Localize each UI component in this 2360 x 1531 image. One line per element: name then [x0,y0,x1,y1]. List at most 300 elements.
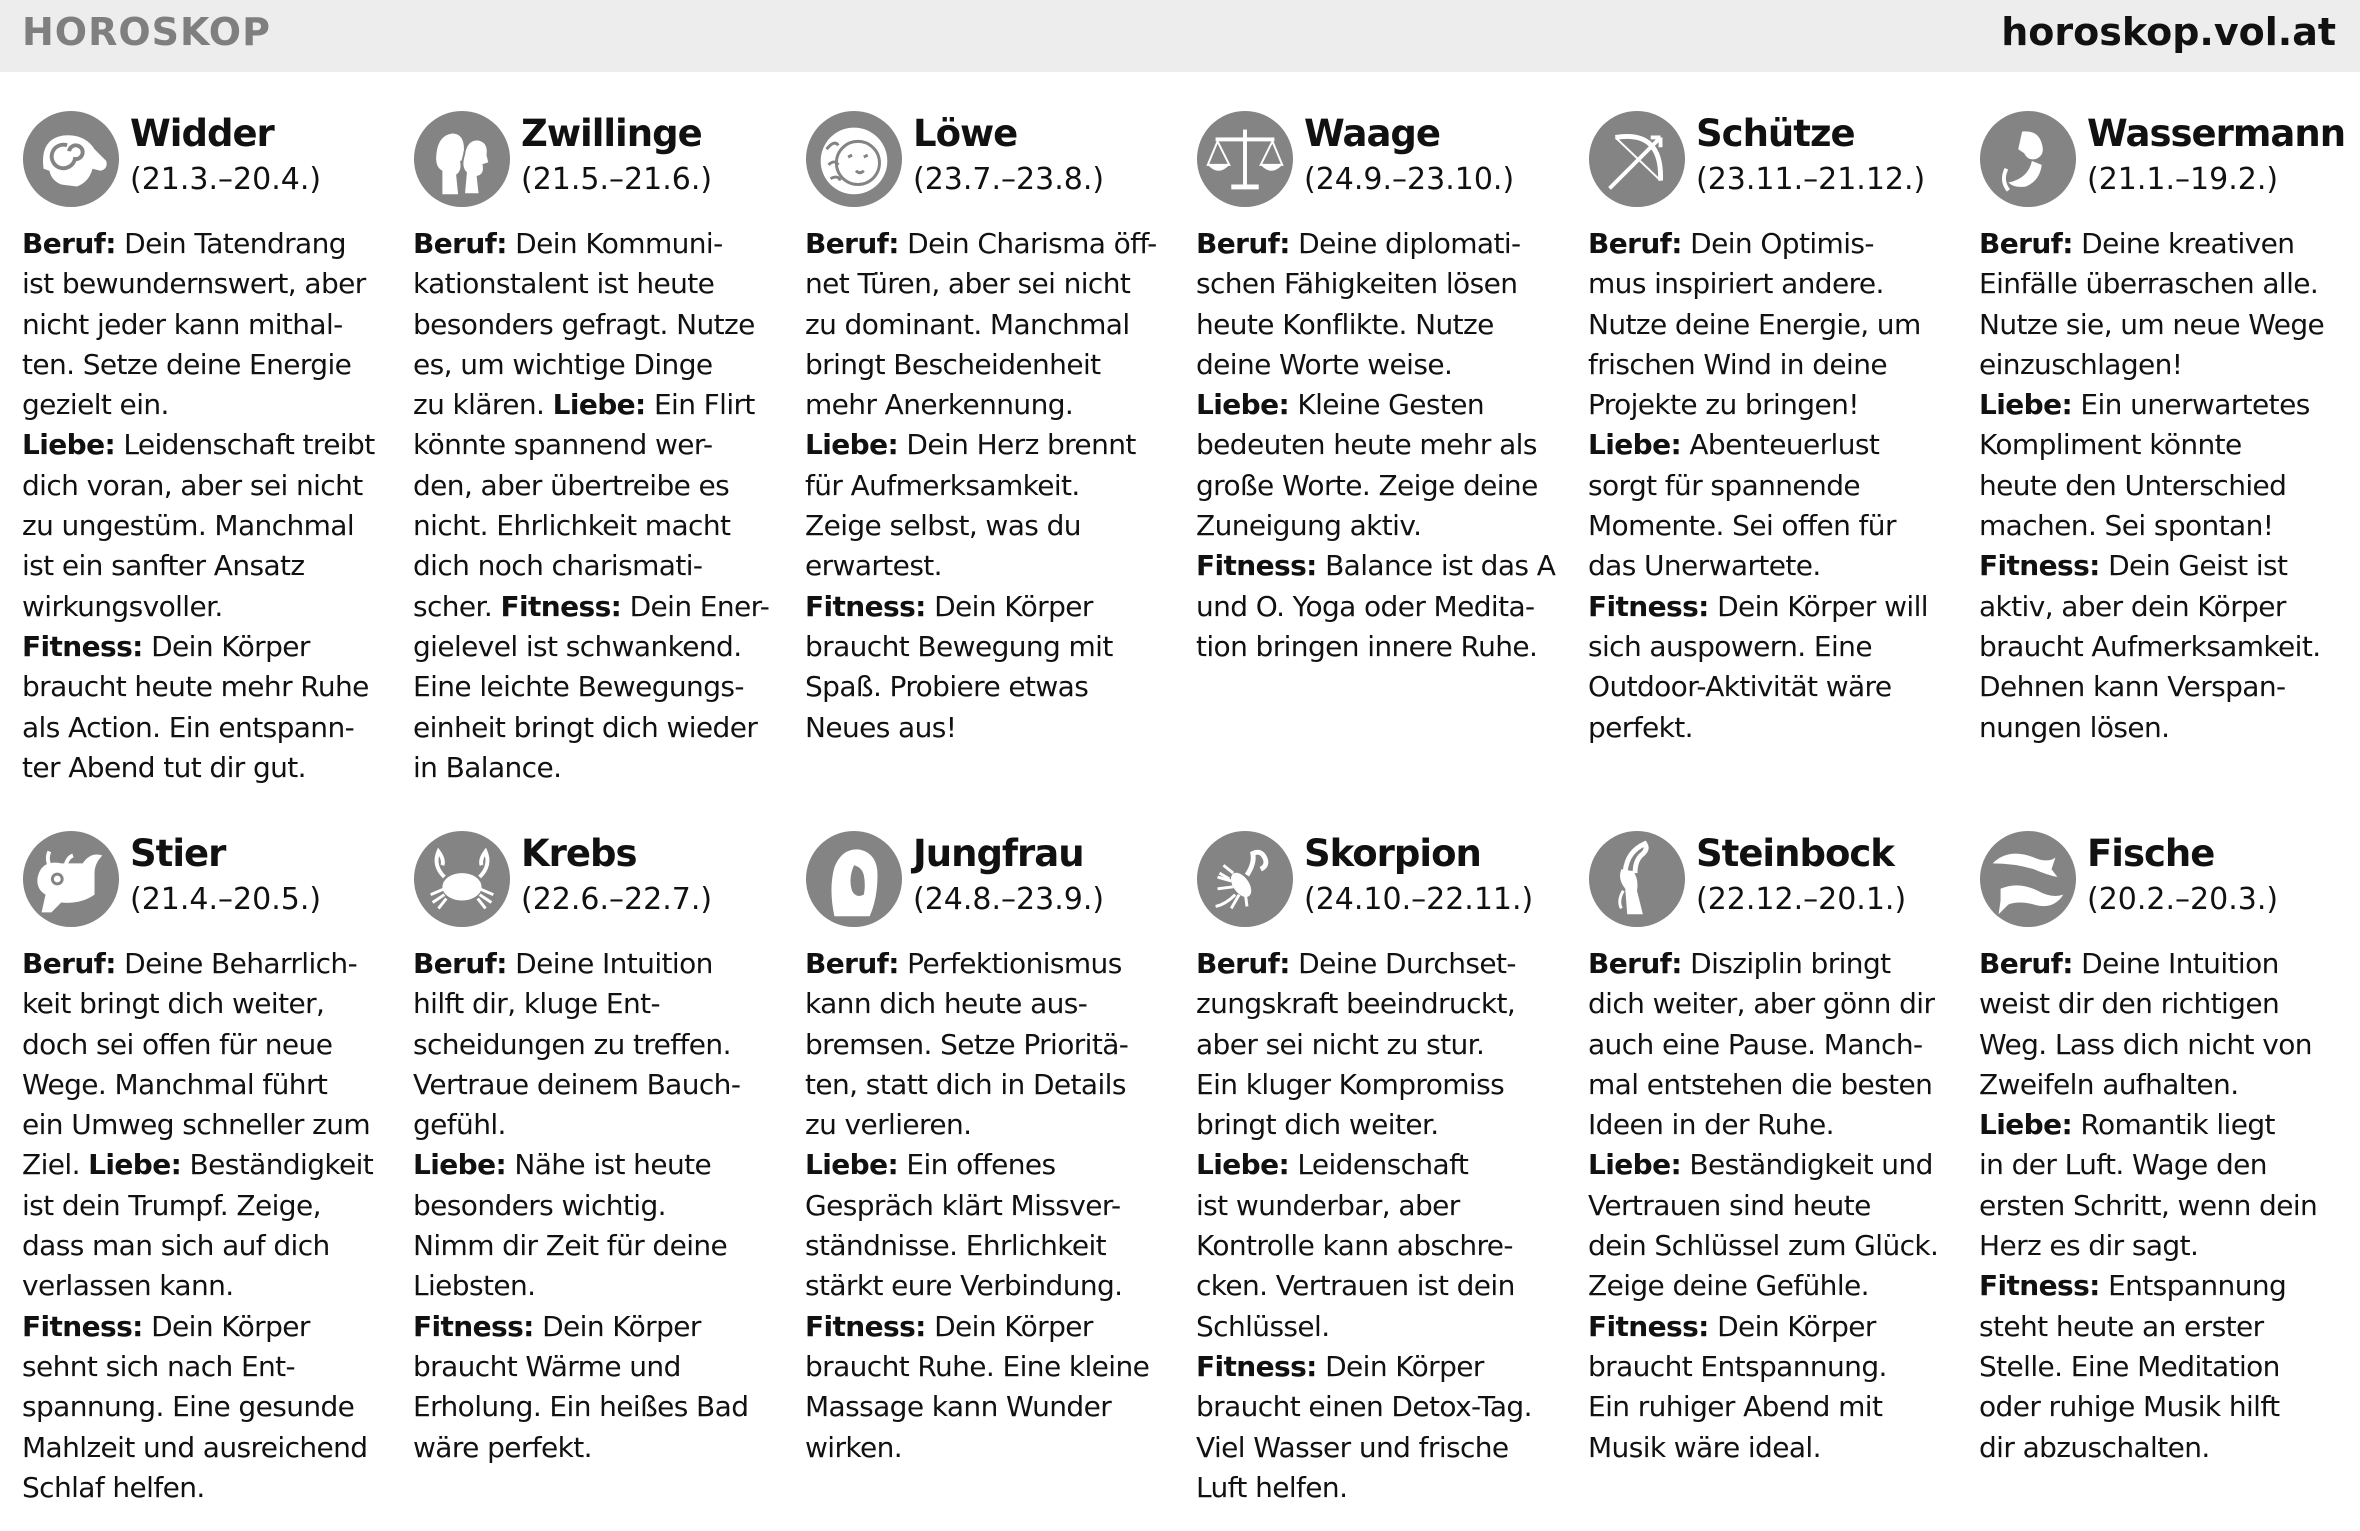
text-line [805,708,1177,748]
sign-waage [1196,110,1568,667]
text-segment: nungen lösen. [1979,710,2170,744]
text-line [1979,1145,2351,1185]
text-segment: Stelle. Eine Meditation [1979,1349,2280,1383]
text-line [1196,1025,1568,1065]
text-line [1588,1307,1960,1347]
text-segment: dich voran, aber sei nicht [22,468,363,502]
text-segment: frischen Wind in deine [1588,347,1887,381]
text-line [1588,466,1960,506]
category-label: Fitness: [413,1309,534,1343]
sign-zwillinge [413,110,785,788]
sign-dates: (23.7.–23.8.) [913,162,1105,197]
text-line [805,1025,1177,1065]
sign-header [22,830,394,930]
text-segment: stärkt eure Verbindung. [805,1269,1123,1303]
text-line [413,1025,785,1065]
text-segment: ten, statt dich in Details [805,1067,1126,1101]
sign-name: Krebs [521,832,637,875]
text-line [413,1347,785,1387]
category-label: Fitness: [22,1309,143,1343]
text-segment: Schlüssel. [1196,1309,1330,1343]
text-segment: braucht einen Detox-Tag. [1196,1390,1532,1424]
sign-text [805,224,1177,748]
sign-widder [22,110,394,788]
text-segment: ten. Setze deine Energie [22,347,352,381]
text-segment: Vertraue deinem Bauch- [413,1067,741,1101]
text-line [22,224,394,264]
text-segment: Dein Körper [142,629,310,663]
category-label: Beruf: [413,227,507,260]
text-segment: Dein Herz brennt [898,428,1136,462]
category-label: Fitness: [22,629,143,663]
text-segment: Entspannung [2099,1269,2287,1303]
category-label: Fitness: [1196,1349,1317,1383]
text-segment: aber sei nicht zu stur. [1196,1027,1485,1061]
text-line [22,1105,394,1145]
text-segment: große Worte. Zeige deine [1196,468,1538,502]
text-line [1196,224,1568,264]
text-segment: Kompliment könnte [1979,428,2242,462]
text-line [1196,1347,1568,1387]
category-label: Liebe: [88,1148,182,1182]
text-segment: steht heute an erster [1979,1309,2264,1343]
text-line [22,305,394,345]
text-line [413,264,785,304]
text-segment: Perfektionismus [898,947,1122,980]
text-line [22,1145,394,1185]
text-segment: weist dir den richtigen [1979,987,2280,1021]
text-segment: Deine Intuition [2072,947,2279,980]
text-segment: Outdoor-Aktivität wäre [1588,670,1892,704]
text-segment: sehnt sich nach Ent- [22,1349,296,1383]
text-segment: mal entstehen die besten [1588,1067,1933,1101]
text-line [1588,305,1960,345]
text-segment: wirkungsvoller. [22,589,223,623]
text-line [1588,627,1960,667]
text-line [1196,546,1568,586]
text-line [1588,1105,1960,1145]
text-line [805,305,1177,345]
text-line [413,1186,785,1226]
text-segment: Ein kluger Kompromiss [1196,1067,1505,1101]
text-line [1979,1428,2351,1468]
text-segment: Gespräch klärt Missver- [805,1188,1121,1222]
text-segment: Nutze deine Energie, um [1588,307,1921,341]
category-label: Fitness: [1979,549,2100,583]
text-segment: mus inspiriert andere. [1588,267,1884,301]
text-line [22,667,394,707]
text-line [1979,546,2351,586]
text-segment: Disziplin bringt [1681,947,1891,980]
text-line [1196,1428,1568,1468]
twins-icon [413,110,511,208]
text-segment: Nimm dir Zeit für deine [413,1229,728,1263]
sign-name: Widder [130,112,274,155]
text-line [22,708,394,748]
sign-name: Zwillinge [521,112,702,155]
category-label: Liebe: [413,1148,507,1182]
text-line [805,1226,1177,1266]
text-line [22,984,394,1024]
sign-dates: (24.8.–23.9.) [913,882,1105,917]
text-line [1588,224,1960,264]
text-segment: es, um wichtige Dinge [413,347,713,381]
category-label: Beruf: [1588,227,1682,260]
text-line [805,506,1177,546]
site-url: horoskop.vol.at [2001,10,2336,54]
text-segment: Leidenschaft [1289,1148,1469,1182]
text-segment: Ideen in der Ruhe. [1588,1108,1834,1142]
text-line [22,1387,394,1427]
text-line [805,1307,1177,1347]
text-segment: Deine Durchset- [1289,947,1516,980]
category-label: Beruf: [1588,947,1682,980]
text-segment: kationstalent ist heute [413,267,715,301]
text-segment: Dehnen kann Verspan- [1979,670,2286,704]
text-segment: erwartest. [805,549,942,583]
text-line [22,1025,394,1065]
text-segment: verlassen kann. [22,1269,234,1303]
text-line [1588,1226,1960,1266]
sign-dates: (24.10.–22.11.) [1304,882,1534,917]
text-segment: ter Abend tut dir gut. [22,750,306,784]
sign-fische [1979,830,2351,1468]
text-segment: bringt Bescheidenheit [805,347,1101,381]
text-line [22,466,394,506]
text-segment: perfekt. [1588,710,1693,744]
text-segment: Liebsten. [413,1269,536,1303]
text-line [413,984,785,1024]
text-line [805,1105,1177,1145]
text-line [805,1347,1177,1387]
sign-text [1588,224,1960,748]
text-line [413,748,785,788]
text-segment: Zeige selbst, was du [805,509,1081,543]
text-segment: scheidungen zu treffen. [413,1027,731,1061]
text-segment: besonders wichtig. [413,1188,666,1222]
text-line [413,1065,785,1105]
sign-name: Stier [130,832,226,875]
text-line [1588,385,1960,425]
sign-text [1588,944,1960,1468]
lion-icon [805,110,903,208]
text-segment: Leidenschaft treibt [115,428,375,462]
text-line [1196,587,1568,627]
sign-header [805,110,1177,210]
sign-wassermann [1979,110,2351,748]
text-segment: Kleine Gesten [1289,388,1485,422]
text-segment: Deine Intuition [506,947,713,980]
text-line [1588,425,1960,465]
sign-header [1588,110,1960,210]
text-line [1196,1065,1568,1105]
sign-name: Waage [1304,112,1441,155]
text-segment: Dein Körper will [1708,589,1928,623]
text-line [805,984,1177,1024]
text-line [22,1307,394,1347]
category-label: Fitness: [805,1309,926,1343]
text-segment: Mahlzeit und ausreichend [22,1430,368,1464]
text-line [1979,627,2351,667]
text-line [805,1387,1177,1427]
sign-dates: (24.9.–23.10.) [1304,162,1515,197]
text-line [1979,1105,2351,1145]
sign-dates: (21.1.–19.2.) [2087,162,2279,197]
category-label: Liebe: [552,388,646,422]
text-line [1979,708,2351,748]
text-line [1979,1065,2351,1105]
category-label: Liebe: [1979,388,2073,422]
text-segment: zu verlieren. [805,1108,972,1142]
text-segment: sorgt für spannende [1588,468,1860,502]
text-segment: ist ein sanfter Ansatz [22,549,305,583]
sign-text [1196,944,1568,1508]
category-label: Beruf: [22,227,116,260]
sign-stier [22,830,394,1508]
sign-jungfrau [805,830,1177,1468]
text-segment: dir abzuschalten. [1979,1430,2210,1464]
text-line [1196,425,1568,465]
sign-steinbock [1588,830,1960,1468]
category-label: Liebe: [22,428,116,462]
text-line [805,1145,1177,1185]
text-line [1588,506,1960,546]
text-segment: Erholung. Ein heißes Bad [413,1390,749,1424]
text-segment: in der Luft. Wage den [1979,1148,2267,1182]
text-segment: braucht Wärme und [413,1349,681,1383]
category-label: Liebe: [805,428,899,462]
sign-dates: (21.4.–20.5.) [130,882,322,917]
text-segment: in Balance. [413,750,562,784]
text-segment: Zeige deine Gefühle. [1588,1269,1869,1303]
text-segment: Ein ruhiger Abend mit [1588,1390,1883,1424]
text-segment: Massage kann Wunder [805,1390,1112,1424]
text-line [22,264,394,304]
text-line [22,587,394,627]
category-label: Liebe: [1588,428,1682,462]
text-line [1196,264,1568,304]
text-segment: dich noch charismati- [413,549,703,583]
text-line [1588,944,1960,984]
text-segment: ersten Schritt, wenn dein [1979,1188,2318,1222]
text-line [413,224,785,264]
text-line [1588,546,1960,586]
text-segment: auch eine Pause. Manch- [1588,1027,1923,1061]
category-label: Beruf: [1979,227,2073,260]
text-line [1196,1266,1568,1306]
sign-text [1979,944,2351,1468]
text-segment: Ein unerwartetes [2072,388,2310,422]
text-line [805,425,1177,465]
text-segment: gefühl. [413,1108,506,1142]
ibex-icon [1588,830,1686,928]
text-line [805,627,1177,667]
sign-header [413,830,785,930]
text-line [413,627,785,667]
category-label: Beruf: [1979,947,2073,980]
text-line [413,1105,785,1145]
text-segment: schen Fähigkeiten lösen [1196,267,1518,301]
text-line [1196,466,1568,506]
text-segment: Deine Beharrlich- [115,947,358,980]
text-segment: Dein Charisma öff- [898,227,1157,260]
text-line [22,385,394,425]
category-label: Beruf: [1196,227,1290,260]
text-segment: ein Umweg schneller zum [22,1108,371,1142]
text-line [1979,1387,2351,1427]
text-segment: machen. Sei spontan! [1979,509,2274,543]
scorpion-icon [1196,830,1294,928]
text-segment: Luft helfen. [1196,1470,1348,1504]
text-line [22,748,394,788]
text-segment: Eine leichte Bewegungs- [413,670,744,704]
text-segment: sich auspowern. Eine [1588,629,1872,663]
text-segment: ist bewundernswert, aber [22,267,366,301]
category-label: Liebe: [1196,1148,1290,1182]
category-label: Fitness: [1196,549,1317,583]
text-segment: Dein Körper [925,589,1093,623]
text-line [413,425,785,465]
text-line [1979,466,2351,506]
text-segment: Wege. Manchmal führt [22,1067,328,1101]
text-segment: besonders gefragt. Nutze [413,307,755,341]
text-line [22,546,394,586]
text-line [22,345,394,385]
text-line [1588,1347,1960,1387]
bull-icon [22,830,120,928]
sign-schuetze [1588,110,1960,748]
text-line [805,1186,1177,1226]
text-line [1196,944,1568,984]
text-line [1196,1105,1568,1145]
text-segment: einheit bringt dich wieder [413,710,758,744]
text-segment: als Action. Ein entspann- [22,710,355,744]
text-line [1588,1186,1960,1226]
text-segment: deine Worte weise. [1196,347,1453,381]
text-segment: Ein offenes [898,1148,1056,1182]
text-segment: wirken. [805,1430,903,1464]
sign-name: Skorpion [1304,832,1481,875]
text-segment: aktiv, aber dein Körper [1979,589,2286,623]
text-segment: Zweifeln aufhalten. [1979,1067,2239,1101]
text-line [805,667,1177,707]
category-label: Liebe: [1979,1108,2073,1142]
text-line [1588,1266,1960,1306]
fish-icon [1979,830,2077,928]
crab-icon [413,830,511,928]
text-segment: Dein Ener- [621,589,770,623]
text-line [1196,1226,1568,1266]
page-title: HOROSKOP [22,10,271,54]
text-segment: doch sei offen für neue [22,1027,333,1061]
text-line [413,305,785,345]
text-line [805,224,1177,264]
text-line [413,944,785,984]
text-segment: Dein Körper [142,1309,310,1343]
category-label: Liebe: [1196,388,1290,422]
text-segment: mehr Anerkennung. [805,388,1074,422]
sign-text [1196,224,1568,667]
text-line [413,1428,785,1468]
text-line [22,1266,394,1306]
text-line [1979,984,2351,1024]
sign-skorpion [1196,830,1568,1508]
text-line [1588,1145,1960,1185]
text-segment: den, aber übertreibe es [413,468,730,502]
sign-dates: (20.2.–20.3.) [2087,882,2279,917]
text-line [413,1145,785,1185]
text-segment: Musik wäre ideal. [1588,1430,1821,1464]
text-line [1196,627,1568,667]
text-segment: Spaß. Probiere etwas [805,670,1089,704]
sign-text [413,944,785,1468]
text-segment: braucht Ruhe. Eine kleine [805,1349,1150,1383]
sign-text [22,224,394,788]
text-line [1979,345,2351,385]
text-segment: dein Schlüssel zum Glück. [1588,1229,1939,1263]
sign-text [413,224,785,788]
text-segment: Dein Optimis- [1681,227,1874,260]
text-line [805,1266,1177,1306]
text-line [805,345,1177,385]
text-segment: Nutze sie, um neue Wege [1979,307,2325,341]
text-line [1979,264,2351,304]
text-line [1196,385,1568,425]
text-line [1196,1307,1568,1347]
text-line [413,385,785,425]
water-bearer-icon [1979,110,2077,208]
text-line [1196,305,1568,345]
text-line [1196,1387,1568,1427]
category-label: Fitness: [1979,1269,2100,1303]
text-segment: bringt dich weiter. [1196,1108,1439,1142]
text-segment: Dein Körper [1316,1349,1484,1383]
text-segment: Beständigkeit und [1681,1148,1933,1182]
text-segment: oder ruhige Musik hilft [1979,1390,2280,1424]
text-segment: Romantik liegt [2072,1108,2275,1142]
sign-dates: (22.12.–20.1.) [1696,882,1907,917]
text-segment: Dein Körper [1708,1309,1876,1343]
text-segment: wäre perfekt. [413,1430,592,1464]
text-line [1588,1065,1960,1105]
sign-text [1979,224,2351,748]
text-segment: für Aufmerksamkeit. [805,468,1080,502]
sign-krebs [413,830,785,1468]
text-segment: Neues aus! [805,710,957,744]
text-segment: Einfälle überraschen alle. [1979,267,2319,301]
text-line [805,1065,1177,1105]
category-label: Beruf: [1196,947,1290,980]
text-line [413,1266,785,1306]
text-segment: könnte spannend wer- [413,428,713,462]
sign-loewe [805,110,1177,748]
text-segment: Ziel. [22,1148,89,1182]
text-line [805,1428,1177,1468]
text-segment: keit bringt dich weiter, [22,987,325,1021]
text-segment: bedeuten heute mehr als [1196,428,1537,462]
text-segment: bremsen. Setze Prioritä- [805,1027,1129,1061]
text-line [1196,1186,1568,1226]
sign-dates: (21.3.–20.4.) [130,162,322,197]
text-line [413,466,785,506]
text-line [1979,1307,2351,1347]
text-segment: und O. Yoga oder Medita- [1196,589,1535,623]
text-line [805,385,1177,425]
text-line [1979,1025,2351,1065]
text-line [1979,1347,2351,1387]
sign-name: Wassermann [2087,112,2346,155]
text-line [1979,385,2351,425]
